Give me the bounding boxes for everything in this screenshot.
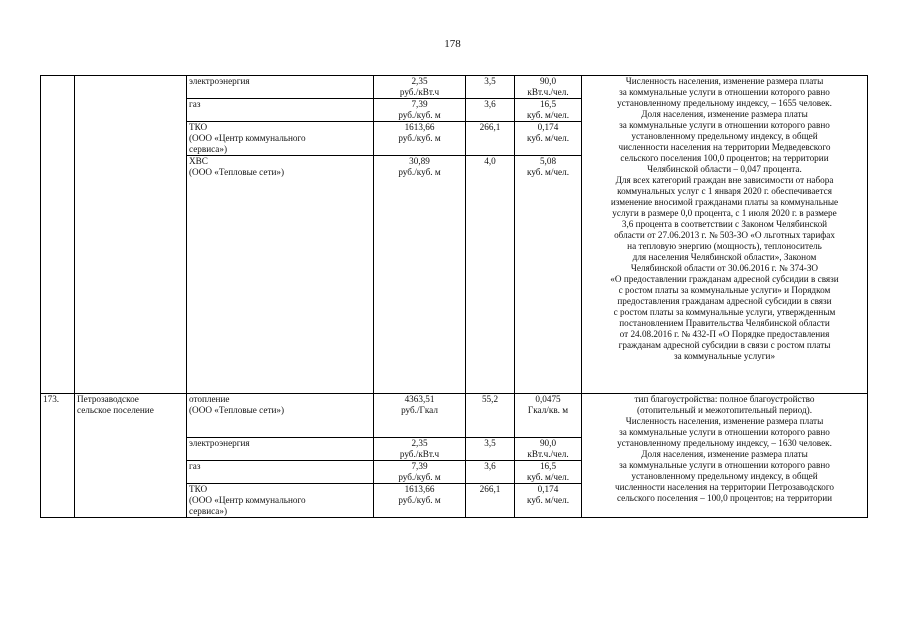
service-cell: ХВС (ООО «Тепловые сети») xyxy=(187,156,374,394)
description-line: за коммунальные услуги в отношении которого равно xyxy=(619,120,830,130)
service-cell: электроэнергия xyxy=(187,76,374,99)
description-line: (отопительный и межотопительный период). xyxy=(636,405,813,415)
service-cell: отопление (ООО «Тепловые сети») xyxy=(187,394,374,438)
norm-cell: 90,0 кВт.ч./чел. xyxy=(515,76,582,99)
index-percent-cell: 266,1 xyxy=(466,122,515,156)
description-line: «О предоставлении гражданам адресной субсидии в связи xyxy=(610,274,839,284)
description-line: области от 27.06.2013 г. № 503-ЗО «О льготных тарифах xyxy=(614,230,835,240)
description-line: Для всех категорий граждан вне зависимости от набора xyxy=(615,175,834,185)
service-cell: газ xyxy=(187,99,374,122)
index-percent-cell: 3,5 xyxy=(466,438,515,461)
norm-cell: 16,5 куб. м/чел. xyxy=(515,99,582,122)
tariff-cell: 4363,51 руб./Гкал xyxy=(374,394,466,438)
service-cell: газ xyxy=(187,461,374,484)
description-line: за коммунальные услуги» xyxy=(673,351,776,361)
description-line: за коммунальные услуги в отношении которого равно xyxy=(619,427,830,437)
tariff-table xyxy=(40,75,868,518)
service-cell: ТКО (ООО «Центр коммунального сервиса») xyxy=(187,122,374,156)
norm-cell: 16,5 куб. м/чел. xyxy=(515,461,582,484)
description-cell xyxy=(582,76,868,394)
tariff-cell: 2,35 руб./кВт.ч xyxy=(374,438,466,461)
norm-cell: 90,0 кВт.ч./чел. xyxy=(515,438,582,461)
row-number-cell: 173. xyxy=(41,394,75,518)
description-line: на тепловую энергию (мощность), теплоноситель xyxy=(627,241,822,251)
settlement-cell: Петрозаводское сельское поселение xyxy=(75,394,187,518)
description-line: от 24.08.2016 г. № 432-П «О Порядке предоставления xyxy=(619,329,830,339)
table-row xyxy=(41,76,868,99)
description-line: Численность населения, изменение размера платы xyxy=(625,76,824,86)
index-percent-cell: 55,2 xyxy=(466,394,515,438)
tariff-cell: 2,35 руб./кВт.ч xyxy=(374,76,466,99)
tariff-cell: 30,89 руб./куб. м xyxy=(374,156,466,394)
tariff-cell: 7,39 руб./куб. м xyxy=(374,99,466,122)
description-line: численности населения на территории Петрозаводского xyxy=(614,482,835,492)
description-line: за коммунальные услуги в отношении которого равно xyxy=(619,87,830,97)
tariff-cell: 7,39 руб./куб. м xyxy=(374,461,466,484)
description-cell xyxy=(582,394,868,518)
description-line: численности населения на территории Медведевского xyxy=(618,142,831,152)
service-cell: электроэнергия xyxy=(187,438,374,461)
description-line: с ростом платы за коммунальные услуги, утвержденным xyxy=(613,307,836,317)
description-line: за коммунальные услуги в отношении которого равно xyxy=(619,460,830,470)
description-line: услуги в размере 0,0 процента, с 1 июля 2020 г. в размере xyxy=(612,208,837,218)
description-line: установленному предельному индексу, – 1630 человек. xyxy=(617,438,832,448)
index-percent-cell: 4,0 xyxy=(466,156,515,394)
description-line: гражданам адресной субсидии в связи с ростом платы xyxy=(618,340,831,350)
description-line: установленному предельному индексу, в общей xyxy=(631,131,818,141)
index-percent-cell: 266,1 xyxy=(466,484,515,518)
description-line: изменение вносимой гражданами платы за коммунальные xyxy=(610,197,839,207)
description-line: сельского поселения 100,0 процентов; на территории xyxy=(620,153,829,163)
description-line: с ростом платы за коммунальные услуги» и Порядком xyxy=(618,285,831,295)
index-percent-cell: 3,6 xyxy=(466,99,515,122)
description-line: тип благоустройства: полное благоустройство xyxy=(634,394,815,404)
description-line: постановлением Правительства Челябинской области xyxy=(619,318,830,328)
description-line: сельского поселения – 100,0 процентов; на территории xyxy=(616,493,833,503)
description-line: предоставления гражданам адресной субсидии в связи xyxy=(617,296,832,306)
table-row xyxy=(41,394,868,438)
description-line: 3,6 процента в соответствии с Законом Челябинской xyxy=(621,219,828,229)
page-number: 178 xyxy=(444,38,461,50)
index-percent-cell: 3,5 xyxy=(466,76,515,99)
description-line: Численность населения, изменение размера платы xyxy=(625,416,824,426)
norm-cell: 0,0475 Гкал/кв. м xyxy=(515,394,582,438)
description-line: коммунальных услуг с 1 января 2020 г. обеспечивается xyxy=(617,186,832,196)
description-line: Челябинской области от 30.06.2016 г. № 374-ЗО xyxy=(630,263,819,273)
service-cell: ТКО (ООО «Центр коммунального сервиса») xyxy=(187,484,374,518)
settlement-cell xyxy=(75,76,187,394)
description-line: Челябинской области – 0,047 процента. xyxy=(647,164,802,174)
description-line: Доля населения, изменение размера платы xyxy=(641,109,808,119)
description-line: для населения Челябинской области», Законом xyxy=(632,252,817,262)
tariff-cell: 1613,66 руб./куб. м xyxy=(374,122,466,156)
tariff-cell: 1613,66 руб./куб. м xyxy=(374,484,466,518)
description-line: Доля населения, изменение размера платы xyxy=(641,449,808,459)
row-number-cell xyxy=(41,76,75,394)
description-line: установленному предельному индексу, – 1655 человек. xyxy=(617,98,832,108)
index-percent-cell: 3,6 xyxy=(466,461,515,484)
description-line: установленному предельному индексу, в общей xyxy=(631,471,818,481)
norm-cell: 5,08 куб. м/чел. xyxy=(515,156,582,394)
norm-cell: 0,174 куб. м/чел. xyxy=(515,484,582,518)
norm-cell: 0,174 куб. м/чел. xyxy=(515,122,582,156)
